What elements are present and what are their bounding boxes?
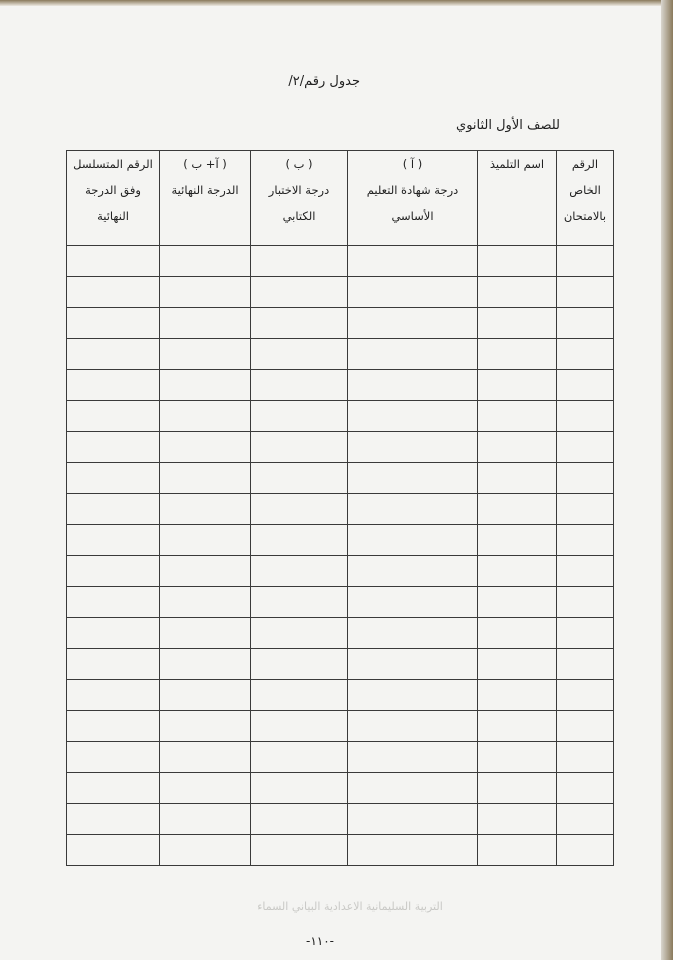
- table-row: [67, 246, 614, 277]
- table-row: [67, 835, 614, 866]
- table-cell: [557, 277, 614, 308]
- table-cell: [67, 246, 160, 277]
- table-cell: [67, 370, 160, 401]
- table-cell: [557, 804, 614, 835]
- table-cell: [557, 525, 614, 556]
- table-row: [67, 370, 614, 401]
- page-number: -١١٠-: [305, 934, 335, 948]
- header-written-test-grade: ( ب ) درجة الاختبار الكتابي: [251, 151, 348, 246]
- table-cell: [67, 618, 160, 649]
- table-cell: [348, 711, 478, 742]
- table-cell: [348, 587, 478, 618]
- table-cell: [348, 277, 478, 308]
- table-cell: [160, 339, 251, 370]
- table-cell: [251, 246, 348, 277]
- table-cell: [160, 711, 251, 742]
- table-cell: [251, 339, 348, 370]
- table-cell: [160, 649, 251, 680]
- results-table: [66, 150, 614, 866]
- table-row: [67, 463, 614, 494]
- table-cell: [251, 432, 348, 463]
- table-cell: [348, 370, 478, 401]
- table-cell: [67, 277, 160, 308]
- table-cell: [67, 773, 160, 804]
- table-cell: [557, 494, 614, 525]
- table-cell: [67, 835, 160, 866]
- table-cell: [557, 742, 614, 773]
- table-cell: [478, 773, 557, 804]
- table-cell: [67, 587, 160, 618]
- table-cell: [348, 432, 478, 463]
- table-cell: [557, 649, 614, 680]
- table-cell: [67, 711, 160, 742]
- table-cell: [478, 556, 557, 587]
- table-cell: [348, 401, 478, 432]
- table-cell: [478, 711, 557, 742]
- paper-edge-top: [0, 0, 673, 6]
- table-cell: [67, 401, 160, 432]
- table-cell: [478, 339, 557, 370]
- table-cell: [348, 308, 478, 339]
- table-cell: [348, 525, 478, 556]
- table-cell: [478, 246, 557, 277]
- table-cell: [251, 773, 348, 804]
- table-cell: [478, 494, 557, 525]
- table-cell: [251, 618, 348, 649]
- table-row: [67, 742, 614, 773]
- table-cell: [348, 804, 478, 835]
- table-cell: [160, 618, 251, 649]
- table-title: جدول رقم/٢/: [288, 74, 360, 89]
- table-cell: [348, 463, 478, 494]
- table-cell: [478, 835, 557, 866]
- table-row: [67, 649, 614, 680]
- table-cell: [251, 587, 348, 618]
- table-cell: [67, 494, 160, 525]
- table-cell: [348, 618, 478, 649]
- table-cell: [160, 742, 251, 773]
- paper-edge-right: [661, 0, 673, 960]
- table-cell: [160, 246, 251, 277]
- table-cell: [67, 463, 160, 494]
- table-cell: [478, 525, 557, 556]
- table-cell: [251, 649, 348, 680]
- table-row: [67, 618, 614, 649]
- table-cell: [557, 370, 614, 401]
- table-cell: [67, 556, 160, 587]
- table-row: [67, 277, 614, 308]
- table-cell: [348, 246, 478, 277]
- table-cell: [478, 277, 557, 308]
- header-student-name: اسم التلميذ: [478, 151, 557, 246]
- table-cell: [478, 401, 557, 432]
- table-cell: [67, 525, 160, 556]
- table-row: [67, 525, 614, 556]
- table-cell: [160, 277, 251, 308]
- table-cell: [251, 308, 348, 339]
- table-cell: [478, 587, 557, 618]
- table-cell: [160, 680, 251, 711]
- table-cell: [251, 835, 348, 866]
- table-cell: [348, 556, 478, 587]
- table-cell: [478, 370, 557, 401]
- table-cell: [67, 804, 160, 835]
- table-row: [67, 773, 614, 804]
- table-cell: [67, 339, 160, 370]
- table-cell: [348, 742, 478, 773]
- table-cell: [160, 308, 251, 339]
- table-cell: [557, 339, 614, 370]
- table-cell: [478, 463, 557, 494]
- footer-faint-text: التربية السليمانية الاعدادية البياني السماء: [257, 900, 443, 913]
- table-cell: [348, 680, 478, 711]
- table-cell: [160, 494, 251, 525]
- table-cell: [348, 835, 478, 866]
- table-cell: [67, 680, 160, 711]
- table-body: [67, 246, 614, 866]
- table-row: [67, 556, 614, 587]
- table-cell: [557, 308, 614, 339]
- table-cell: [557, 711, 614, 742]
- table-cell: [557, 587, 614, 618]
- table-cell: [160, 587, 251, 618]
- table-cell: [251, 463, 348, 494]
- header-exam-number: الرقم الخاص بالامتحان: [557, 151, 614, 246]
- table-cell: [160, 432, 251, 463]
- table-cell: [348, 339, 478, 370]
- table-cell: [160, 463, 251, 494]
- table-row: [67, 680, 614, 711]
- table-cell: [478, 618, 557, 649]
- table-cell: [557, 463, 614, 494]
- table-row: [67, 711, 614, 742]
- table-row: [67, 339, 614, 370]
- table-cell: [251, 401, 348, 432]
- header-basic-education-grade: ( آ ) درجة شهادة التعليم الأساسي: [348, 151, 478, 246]
- table-cell: [251, 680, 348, 711]
- table-cell: [160, 804, 251, 835]
- table-cell: [251, 711, 348, 742]
- header-final-grade: ( آ+ ب ) الدرجة النهائية: [160, 151, 251, 246]
- table-cell: [557, 401, 614, 432]
- table-row: [67, 401, 614, 432]
- table-row: [67, 804, 614, 835]
- table-cell: [478, 680, 557, 711]
- table-cell: [348, 773, 478, 804]
- table-cell: [557, 835, 614, 866]
- table-cell: [251, 804, 348, 835]
- table-cell: [478, 649, 557, 680]
- table-row: [67, 432, 614, 463]
- table-cell: [557, 246, 614, 277]
- class-label: للصف الأول الثانوي: [456, 118, 560, 133]
- table-cell: [348, 494, 478, 525]
- table-cell: [251, 556, 348, 587]
- table-cell: [251, 742, 348, 773]
- table-cell: [67, 649, 160, 680]
- table-cell: [478, 308, 557, 339]
- table-cell: [160, 773, 251, 804]
- table-cell: [160, 835, 251, 866]
- table-cell: [251, 370, 348, 401]
- table-cell: [251, 494, 348, 525]
- table-row: [67, 308, 614, 339]
- table-cell: [160, 556, 251, 587]
- table-cell: [478, 432, 557, 463]
- table-row: [67, 494, 614, 525]
- table-cell: [478, 804, 557, 835]
- table-cell: [67, 308, 160, 339]
- table-cell: [557, 556, 614, 587]
- table-cell: [478, 742, 557, 773]
- table-cell: [160, 370, 251, 401]
- table-cell: [67, 432, 160, 463]
- table-cell: [251, 525, 348, 556]
- table-cell: [557, 680, 614, 711]
- table-row: [67, 587, 614, 618]
- table-cell: [348, 649, 478, 680]
- table-cell: [251, 277, 348, 308]
- table-cell: [160, 401, 251, 432]
- table-cell: [557, 773, 614, 804]
- header-serial-rank: الرقم المتسلسل وفق الدرجة النهائية: [67, 151, 160, 246]
- table-cell: [557, 618, 614, 649]
- table-cell: [557, 432, 614, 463]
- table-cell: [160, 525, 251, 556]
- table-cell: [67, 742, 160, 773]
- table-header-row: [67, 151, 614, 246]
